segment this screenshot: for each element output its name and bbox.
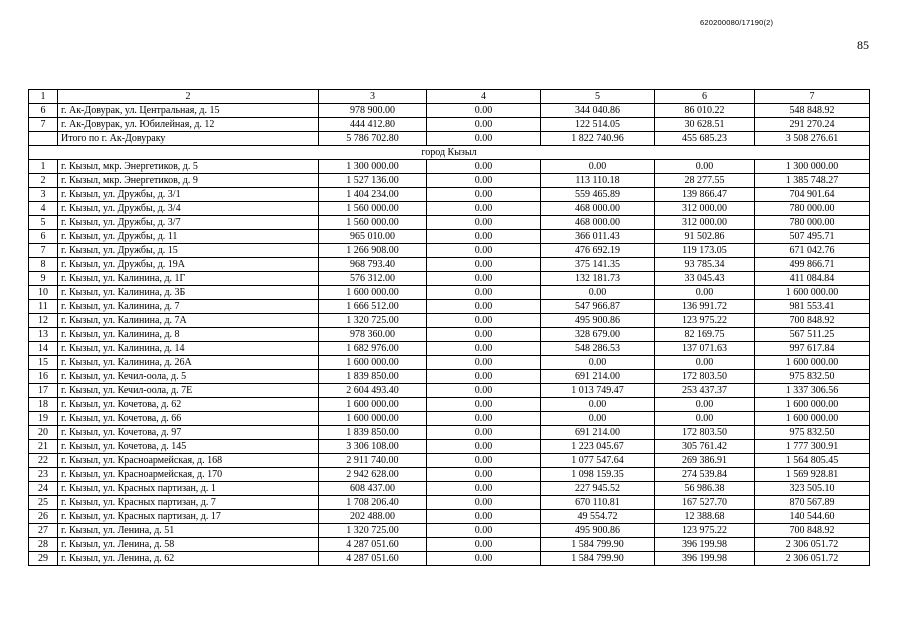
- table-row: [29, 510, 870, 524]
- value-cell: 2 942 628.00: [319, 468, 427, 482]
- table-row: [29, 258, 870, 272]
- value-cell: 1 300 000.00: [755, 160, 870, 174]
- value-cell: 305 761.42: [655, 440, 755, 454]
- address-cell: г. Кызыл, ул. Калинина, д. 26А: [58, 356, 319, 370]
- row-number-cell: 26: [29, 510, 58, 524]
- address-cell: г. Кызыл, мкр. Энергетиков, д. 9: [58, 174, 319, 188]
- value-cell: 700 848.92: [755, 524, 870, 538]
- value-cell: 0.00: [427, 454, 541, 468]
- value-cell: 167 527.70: [655, 496, 755, 510]
- row-number-cell: 23: [29, 468, 58, 482]
- value-cell: 780 000.00: [755, 216, 870, 230]
- table-row: [29, 328, 870, 342]
- value-cell: 559 465.89: [541, 188, 655, 202]
- address-cell: г. Кызыл, ул. Кечил-оола, д. 7Е: [58, 384, 319, 398]
- value-cell: 119 173.05: [655, 244, 755, 258]
- table-row: [29, 272, 870, 286]
- row-number-cell: 21: [29, 440, 58, 454]
- table-row: [29, 538, 870, 552]
- housing-repair-table: [28, 89, 870, 566]
- value-cell: 0.00: [427, 188, 541, 202]
- value-cell: 0.00: [427, 300, 541, 314]
- value-cell: 978 900.00: [319, 104, 427, 118]
- total-value: 455 685.23: [655, 132, 755, 146]
- value-cell: 0.00: [427, 244, 541, 258]
- value-cell: 0.00: [427, 510, 541, 524]
- table-row: [29, 496, 870, 510]
- value-cell: 123 975.22: [655, 524, 755, 538]
- value-cell: 0.00: [427, 258, 541, 272]
- value-cell: 312 000.00: [655, 202, 755, 216]
- address-cell: г. Кызыл, ул. Кочетова, д. 145: [58, 440, 319, 454]
- value-cell: 0.00: [655, 356, 755, 370]
- address-cell: г. Кызыл, ул. Дружбы, д. 19А: [58, 258, 319, 272]
- value-cell: 0.00: [541, 398, 655, 412]
- value-cell: 468 000.00: [541, 216, 655, 230]
- table-row: [29, 216, 870, 230]
- value-cell: 366 011.43: [541, 230, 655, 244]
- value-cell: 1 223 045.67: [541, 440, 655, 454]
- address-cell: г. Кызыл, ул. Красноармейская, д. 170: [58, 468, 319, 482]
- header-cell: 2: [58, 90, 319, 104]
- value-cell: 1 600 000.00: [755, 412, 870, 426]
- value-cell: 91 502.86: [655, 230, 755, 244]
- value-cell: 975 832.50: [755, 370, 870, 384]
- header-cell: 7: [755, 90, 870, 104]
- value-cell: 0.00: [427, 314, 541, 328]
- value-cell: 139 866.47: [655, 188, 755, 202]
- section-title: город Кызыл: [29, 146, 870, 160]
- value-cell: 0.00: [427, 272, 541, 286]
- row-number-cell: 10: [29, 286, 58, 300]
- row-number-cell: 22: [29, 454, 58, 468]
- value-cell: 1 584 799.90: [541, 552, 655, 566]
- value-cell: 172 803.50: [655, 370, 755, 384]
- value-cell: 0.00: [427, 496, 541, 510]
- address-cell: г. Кызыл, ул. Кочетова, д. 97: [58, 426, 319, 440]
- value-cell: 691 214.00: [541, 426, 655, 440]
- value-cell: 0.00: [427, 538, 541, 552]
- address-cell: г. Кызыл, ул. Ленина, д. 51: [58, 524, 319, 538]
- value-cell: 968 793.40: [319, 258, 427, 272]
- table-row: [29, 286, 870, 300]
- value-cell: 0.00: [427, 412, 541, 426]
- value-cell: 0.00: [427, 468, 541, 482]
- value-cell: 0.00: [427, 482, 541, 496]
- row-number-cell: 3: [29, 188, 58, 202]
- value-cell: 981 553.41: [755, 300, 870, 314]
- value-cell: 1 600 000.00: [319, 356, 427, 370]
- value-cell: 396 199.98: [655, 538, 755, 552]
- value-cell: 1 708 206.40: [319, 496, 427, 510]
- address-cell: г. Кызыл, ул. Калинина, д. 7: [58, 300, 319, 314]
- value-cell: 132 181.73: [541, 272, 655, 286]
- address-cell: г. Кызыл, ул. Дружбы, д. 11: [58, 230, 319, 244]
- value-cell: 978 360.00: [319, 328, 427, 342]
- table-row: [29, 202, 870, 216]
- value-cell: 1 527 136.00: [319, 174, 427, 188]
- value-cell: 0.00: [427, 230, 541, 244]
- row-number-cell: 18: [29, 398, 58, 412]
- value-cell: 30 628.51: [655, 118, 755, 132]
- table-row: [29, 370, 870, 384]
- address-cell: г. Кызыл, ул. Кочетова, д. 62: [58, 398, 319, 412]
- value-cell: 1 584 799.90: [541, 538, 655, 552]
- row-number-cell: 12: [29, 314, 58, 328]
- value-cell: 1 564 805.45: [755, 454, 870, 468]
- value-cell: 548 848.92: [755, 104, 870, 118]
- value-cell: 0.00: [427, 398, 541, 412]
- table-row: [29, 230, 870, 244]
- row-number-cell: 14: [29, 342, 58, 356]
- address-cell: г. Кызыл, ул. Красных партизан, д. 17: [58, 510, 319, 524]
- value-cell: 547 966.87: [541, 300, 655, 314]
- table-row: [29, 174, 870, 188]
- value-cell: 0.00: [427, 216, 541, 230]
- address-cell: г. Кызыл, ул. Калинина, д. 7А: [58, 314, 319, 328]
- value-cell: 0.00: [427, 174, 541, 188]
- total-value: 1 822 740.96: [541, 132, 655, 146]
- total-value: 5 786 702.80: [319, 132, 427, 146]
- value-cell: 476 692.19: [541, 244, 655, 258]
- value-cell: 1 600 000.00: [755, 356, 870, 370]
- value-cell: 202 488.00: [319, 510, 427, 524]
- table-row: [29, 160, 870, 174]
- value-cell: 1 013 749.47: [541, 384, 655, 398]
- table-row: [29, 342, 870, 356]
- value-cell: 495 900.86: [541, 524, 655, 538]
- address-cell: г. Кызыл, ул. Кочетова, д. 66: [58, 412, 319, 426]
- table-row: [29, 552, 870, 566]
- value-cell: 1 569 928.81: [755, 468, 870, 482]
- value-cell: 344 040.86: [541, 104, 655, 118]
- value-cell: 291 270.24: [755, 118, 870, 132]
- value-cell: 86 010.22: [655, 104, 755, 118]
- value-cell: 411 084.84: [755, 272, 870, 286]
- value-cell: 671 042.76: [755, 244, 870, 258]
- value-cell: 274 539.84: [655, 468, 755, 482]
- table-row: [29, 188, 870, 202]
- row-number-cell: 5: [29, 216, 58, 230]
- value-cell: 0.00: [427, 202, 541, 216]
- value-cell: 1 266 908.00: [319, 244, 427, 258]
- table-row: [29, 398, 870, 412]
- value-cell: 4 287 051.60: [319, 552, 427, 566]
- page-number: 85: [857, 38, 869, 52]
- row-number-cell: 9: [29, 272, 58, 286]
- value-cell: 1 385 748.27: [755, 174, 870, 188]
- row-number-cell: 2: [29, 174, 58, 188]
- value-cell: 691 214.00: [541, 370, 655, 384]
- address-cell: г. Кызыл, ул. Калинина, д. 14: [58, 342, 319, 356]
- value-cell: 253 437.37: [655, 384, 755, 398]
- table-row: [29, 384, 870, 398]
- row-number-cell: 1: [29, 160, 58, 174]
- value-cell: 0.00: [541, 286, 655, 300]
- value-cell: 997 617.84: [755, 342, 870, 356]
- address-cell: г. Кызыл, ул. Кечил-оола, д. 5: [58, 370, 319, 384]
- row-number-cell: 11: [29, 300, 58, 314]
- value-cell: 0.00: [427, 160, 541, 174]
- row-number-cell: 27: [29, 524, 58, 538]
- value-cell: 49 554.72: [541, 510, 655, 524]
- value-cell: 975 832.50: [755, 426, 870, 440]
- value-cell: 1 300 000.00: [319, 160, 427, 174]
- address-cell: г. Кызыл, ул. Дружбы, д. 15: [58, 244, 319, 258]
- row-number-cell: 20: [29, 426, 58, 440]
- value-cell: 312 000.00: [655, 216, 755, 230]
- table-row: [29, 468, 870, 482]
- address-cell: г. Кызыл, мкр. Энергетиков, д. 5: [58, 160, 319, 174]
- value-cell: 0.00: [427, 426, 541, 440]
- value-cell: 670 110.81: [541, 496, 655, 510]
- value-cell: 608 437.00: [319, 482, 427, 496]
- address-cell: г. Кызыл, ул. Красноармейская, д. 168: [58, 454, 319, 468]
- value-cell: 780 000.00: [755, 202, 870, 216]
- address-cell: г. Ак-Довурак, ул. Юбилейная, д. 12: [58, 118, 319, 132]
- address-cell: г. Кызыл, ул. Калинина, д. 3Б: [58, 286, 319, 300]
- value-cell: 0.00: [427, 440, 541, 454]
- table-row: [29, 300, 870, 314]
- document-code: 620200080/17190(2): [700, 18, 774, 27]
- header-cell: 6: [655, 90, 755, 104]
- value-cell: 28 277.55: [655, 174, 755, 188]
- row-number-cell: 17: [29, 384, 58, 398]
- value-cell: 870 567.89: [755, 496, 870, 510]
- value-cell: 172 803.50: [655, 426, 755, 440]
- header-cell: 4: [427, 90, 541, 104]
- value-cell: 1 600 000.00: [319, 398, 427, 412]
- address-cell: г. Кызыл, ул. Дружбы, д. 3/1: [58, 188, 319, 202]
- value-cell: 137 071.63: [655, 342, 755, 356]
- value-cell: 269 386.91: [655, 454, 755, 468]
- value-cell: 0.00: [655, 398, 755, 412]
- row-number-cell: 7: [29, 118, 58, 132]
- row-number-cell: 19: [29, 412, 58, 426]
- value-cell: 444 412.80: [319, 118, 427, 132]
- value-cell: 0.00: [541, 356, 655, 370]
- value-cell: 468 000.00: [541, 202, 655, 216]
- value-cell: 700 848.92: [755, 314, 870, 328]
- value-cell: 0.00: [427, 118, 541, 132]
- section-row: [29, 146, 870, 160]
- address-cell: г. Кызыл, ул. Ленина, д. 62: [58, 552, 319, 566]
- value-cell: 1 839 850.00: [319, 370, 427, 384]
- table-row: [29, 314, 870, 328]
- value-cell: 323 505.10: [755, 482, 870, 496]
- address-cell: г. Кызыл, ул. Калинина, д. 1Г: [58, 272, 319, 286]
- value-cell: 1 320 725.00: [319, 314, 427, 328]
- value-cell: 548 286.53: [541, 342, 655, 356]
- value-cell: 12 388.68: [655, 510, 755, 524]
- value-cell: 507 495.71: [755, 230, 870, 244]
- value-cell: 1 560 000.00: [319, 216, 427, 230]
- value-cell: 499 866.71: [755, 258, 870, 272]
- value-cell: 0.00: [655, 412, 755, 426]
- value-cell: 328 679.00: [541, 328, 655, 342]
- value-cell: 375 141.35: [541, 258, 655, 272]
- value-cell: 82 169.75: [655, 328, 755, 342]
- total-row: [29, 132, 870, 146]
- value-cell: 0.00: [427, 342, 541, 356]
- value-cell: 1 600 000.00: [755, 398, 870, 412]
- row-number-cell: 13: [29, 328, 58, 342]
- row-number-cell: 8: [29, 258, 58, 272]
- total-label: Итого по г. Ак-Довураку: [58, 132, 319, 146]
- address-cell: г. Кызыл, ул. Красных партизан, д. 7: [58, 496, 319, 510]
- value-cell: 0.00: [427, 370, 541, 384]
- value-cell: 4 287 051.60: [319, 538, 427, 552]
- value-cell: 136 991.72: [655, 300, 755, 314]
- value-cell: 704 901.64: [755, 188, 870, 202]
- value-cell: 0.00: [427, 552, 541, 566]
- row-number-cell: 6: [29, 230, 58, 244]
- value-cell: 123 975.22: [655, 314, 755, 328]
- address-cell: г. Кызыл, ул. Красных партизан, д. 1: [58, 482, 319, 496]
- total-value: 3 508 276.61: [755, 132, 870, 146]
- table-row: [29, 244, 870, 258]
- address-cell: г. Ак-Довурак, ул. Центральная, д. 15: [58, 104, 319, 118]
- row-number-cell: 24: [29, 482, 58, 496]
- value-cell: 3 306 108.00: [319, 440, 427, 454]
- value-cell: 0.00: [427, 384, 541, 398]
- table-row: [29, 412, 870, 426]
- address-cell: г. Кызыл, ул. Калинина, д. 8: [58, 328, 319, 342]
- table-row: [29, 118, 870, 132]
- value-cell: 0.00: [655, 286, 755, 300]
- value-cell: 2 306 051.72: [755, 538, 870, 552]
- value-cell: 2 306 051.72: [755, 552, 870, 566]
- value-cell: 33 045.43: [655, 272, 755, 286]
- value-cell: 0.00: [655, 160, 755, 174]
- value-cell: 1 320 725.00: [319, 524, 427, 538]
- row-number-cell: 7: [29, 244, 58, 258]
- value-cell: 1 337 306.56: [755, 384, 870, 398]
- value-cell: 1 839 850.00: [319, 426, 427, 440]
- value-cell: 0.00: [427, 286, 541, 300]
- value-cell: 0.00: [427, 356, 541, 370]
- value-cell: 113 110.18: [541, 174, 655, 188]
- row-number-cell: 25: [29, 496, 58, 510]
- value-cell: 396 199.98: [655, 552, 755, 566]
- value-cell: 1 600 000.00: [319, 286, 427, 300]
- table-row: [29, 524, 870, 538]
- value-cell: 1 682 976.00: [319, 342, 427, 356]
- row-number-cell: 16: [29, 370, 58, 384]
- header-cell: 3: [319, 90, 427, 104]
- value-cell: 0.00: [541, 412, 655, 426]
- value-cell: 1 560 000.00: [319, 202, 427, 216]
- value-cell: 1 600 000.00: [755, 286, 870, 300]
- header-cell: 5: [541, 90, 655, 104]
- value-cell: 140 544.60: [755, 510, 870, 524]
- row-number-cell: 29: [29, 552, 58, 566]
- row-number-cell: 28: [29, 538, 58, 552]
- value-cell: 227 945.52: [541, 482, 655, 496]
- value-cell: 1 600 000.00: [319, 412, 427, 426]
- address-cell: г. Кызыл, ул. Дружбы, д. 3/7: [58, 216, 319, 230]
- value-cell: 56 986.38: [655, 482, 755, 496]
- value-cell: 965 010.00: [319, 230, 427, 244]
- table-body: [29, 90, 870, 566]
- total-value: 0.00: [427, 132, 541, 146]
- column-number-row: [29, 90, 870, 104]
- value-cell: 2 604 493.40: [319, 384, 427, 398]
- value-cell: 93 785.34: [655, 258, 755, 272]
- value-cell: 1 666 512.00: [319, 300, 427, 314]
- row-number-cell: 15: [29, 356, 58, 370]
- value-cell: 0.00: [541, 160, 655, 174]
- value-cell: 567 511.25: [755, 328, 870, 342]
- value-cell: 2 911 740.00: [319, 454, 427, 468]
- table-row: [29, 454, 870, 468]
- row-number-cell: 4: [29, 202, 58, 216]
- value-cell: 122 514.05: [541, 118, 655, 132]
- value-cell: 1 777 300.91: [755, 440, 870, 454]
- value-cell: 1 404 234.00: [319, 188, 427, 202]
- value-cell: 0.00: [427, 328, 541, 342]
- table-row: [29, 440, 870, 454]
- row-number-cell: 6: [29, 104, 58, 118]
- value-cell: 1 098 159.35: [541, 468, 655, 482]
- header-cell: 1: [29, 90, 58, 104]
- table-row: [29, 356, 870, 370]
- value-cell: 495 900.86: [541, 314, 655, 328]
- value-cell: 0.00: [427, 524, 541, 538]
- table-row: [29, 482, 870, 496]
- value-cell: 576 312.00: [319, 272, 427, 286]
- empty-cell: [29, 132, 58, 146]
- address-cell: г. Кызыл, ул. Дружбы, д. 3/4: [58, 202, 319, 216]
- address-cell: г. Кызыл, ул. Ленина, д. 58: [58, 538, 319, 552]
- table-row: [29, 104, 870, 118]
- value-cell: 1 077 547.64: [541, 454, 655, 468]
- value-cell: 0.00: [427, 104, 541, 118]
- table-row: [29, 426, 870, 440]
